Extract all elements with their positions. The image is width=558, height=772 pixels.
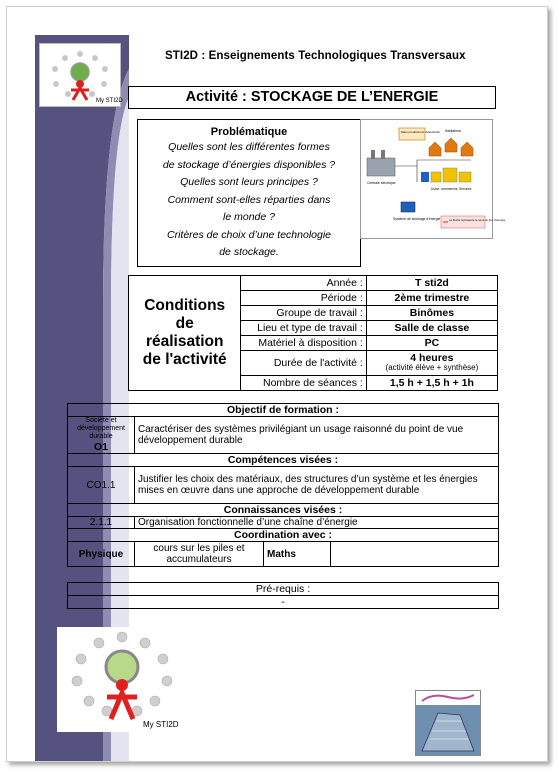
competences-header: Compétences visées : [68, 454, 499, 467]
condition-value: T sti2d [366, 276, 497, 291]
battery-icon [401, 202, 415, 212]
diagram-label-centrale: Centrale électrique [367, 181, 396, 185]
condition-label: Période : [241, 291, 366, 306]
prob-line: le monde ? [223, 211, 275, 223]
coordination-subject-maths: Maths [264, 542, 331, 567]
people-circle-icon [40, 44, 123, 106]
connaissance-text: Organisation fonctionnelle d’une chaîne d’énergie [135, 517, 499, 529]
conditions-title-line: de [175, 315, 194, 332]
objectif-header: Objectif de formation : [68, 404, 499, 417]
condition-value: Salle de classe [366, 321, 497, 336]
condition-label: Groupe de travail : [241, 306, 366, 321]
prerequis-header: Pré-requis : [68, 583, 499, 596]
diagram-label-habitations: Habitations [445, 129, 461, 133]
diagram-label-usine: Usine, commerces, Services [431, 187, 472, 191]
coordination-detail-physique: cours sur les piles et accumulateurs [135, 542, 264, 567]
lycee-logo [415, 690, 481, 756]
document-page [6, 6, 548, 762]
logo-top-caption: My STI2D [96, 98, 123, 104]
people-circle-icon [57, 627, 187, 732]
connaissances-header: Connaissances visées : [68, 504, 499, 517]
prob-line: de stockage. [219, 246, 279, 258]
header-title: STI2D : Enseignements Technologiques Transversaux [165, 50, 466, 62]
prerequis-value: - [68, 596, 499, 609]
objectif-code: O1 [93, 441, 108, 453]
diagram-label-systeme: Système de stockage d'énergie [393, 217, 441, 221]
objectif-code-small: Société et développement durable [77, 417, 125, 440]
condition-value-text: 2ème trimestre [394, 292, 470, 304]
condition-label: Lieu et type de travail : [241, 321, 366, 336]
connaissance-code: 2.1.1 [68, 517, 135, 529]
logo-bottom-caption: My STI2D [143, 720, 179, 729]
objectif-code-cell [68, 417, 135, 454]
condition-label: Matériel à disposition : [241, 336, 366, 351]
prob-line: Quelles sont leurs principes ? [180, 176, 318, 188]
energy-storage-diagram [360, 119, 506, 239]
condition-value: PC [366, 336, 497, 351]
factory-icon [421, 168, 471, 182]
diagram-label-source: Sites productions d'électricité [401, 130, 440, 134]
condition-value [366, 351, 497, 376]
my-sti2d-logo-bottom [57, 627, 187, 732]
conditions-title-line: Conditions [144, 297, 226, 314]
condition-value [366, 291, 497, 306]
conditions-title [129, 276, 241, 391]
coordination-detail-maths [331, 542, 499, 567]
problematique-box [137, 119, 361, 267]
condition-label: Année : [241, 276, 366, 291]
coordination-header: Coordination avec : [68, 529, 499, 542]
prob-line: Comment sont-elles réparties dans [167, 193, 331, 206]
condition-label: Nombre de séances : [241, 376, 366, 391]
coordination-subject-physique: Physique [68, 542, 135, 567]
objectives-table [67, 403, 499, 567]
prerequis-table [67, 582, 499, 609]
power-plant-icon [367, 150, 395, 176]
my-sti2d-logo-top [39, 43, 121, 107]
prob-line: Critères de choix d’une technologie [166, 228, 332, 241]
prob-line: de stockage d’énergies disponibles ? [162, 158, 336, 171]
conditions-table [128, 275, 498, 391]
competence-text: Justifier les choix des matériaux, des structures d’un système et les énergies mises en œuvre dans une approche de développement durable [135, 467, 499, 504]
school-building-icon [416, 691, 480, 755]
problematique-text [138, 139, 360, 262]
objectif-text: Caractériser des systèmes privilégiant un usage raisonné du point de vue développement durable [135, 417, 499, 454]
problematique-title: Problématique [210, 126, 288, 138]
prob-line: Quelles sont les différentes formes [168, 141, 330, 153]
conditions-title-line: de l'activité [142, 351, 227, 368]
condition-value-text: 4 heures [410, 352, 454, 364]
condition-label: Durée de l'activité : [241, 351, 366, 376]
diagram-label-legende: La flèche représente le sens du flux d'énergie [449, 218, 506, 222]
activity-title: Activité : STOCKAGE DE L’ENERGIE [128, 86, 496, 109]
conditions-title-line: réalisation [145, 333, 224, 350]
houses-icon [429, 138, 473, 156]
condition-value-sub: (activité élève + synthèse) [385, 363, 479, 372]
condition-value: Binômes [366, 306, 497, 321]
competence-code: CO1.1 [68, 467, 135, 504]
condition-value: 1,5 h + 1,5 h + 1h [366, 376, 497, 391]
